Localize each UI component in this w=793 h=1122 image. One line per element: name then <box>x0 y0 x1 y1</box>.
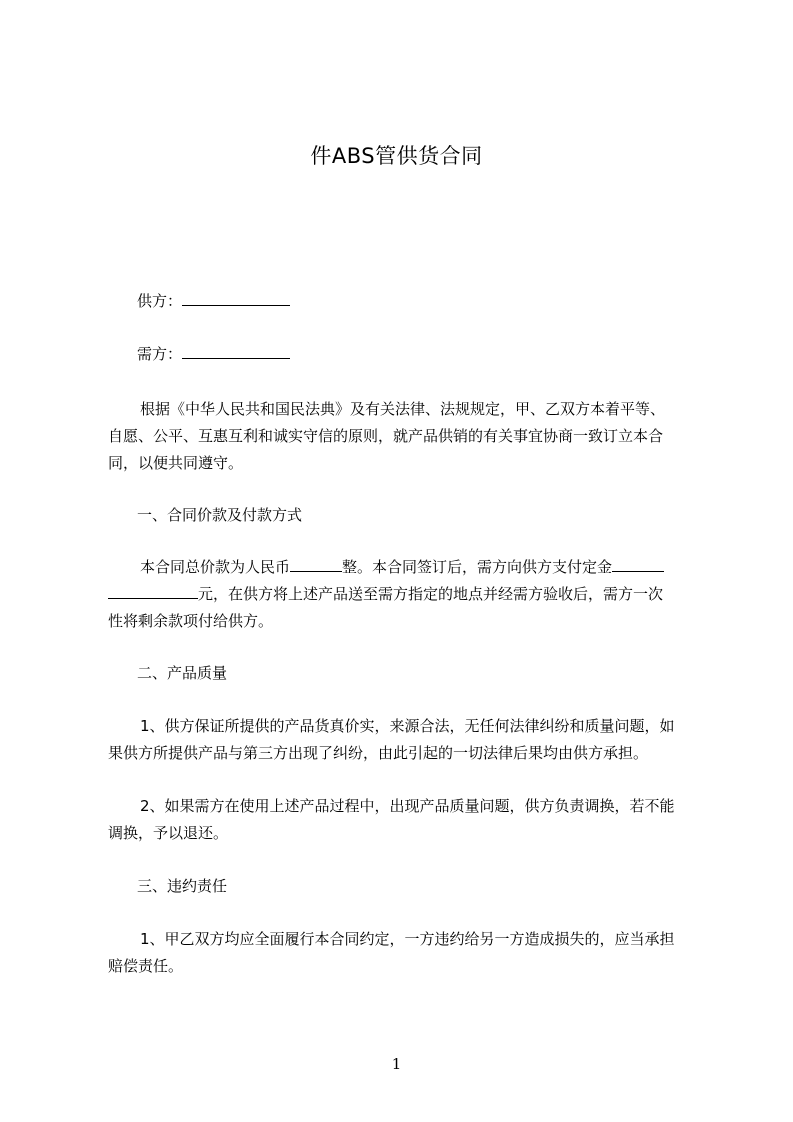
buyer-line <box>137 344 290 364</box>
section-1-line-1 <box>140 557 664 577</box>
supplier-line <box>137 291 290 311</box>
s1-text-b: 整。本合同签订后，需方向供方支付定金 <box>342 558 613 576</box>
s1-text-c: 元，在供方将上述产品送至需方指定的地点并经需方验收后，需方一次 <box>198 585 664 603</box>
section-1-heading: 一、合同价款及付款方式 <box>137 506 303 524</box>
deposit-blank-part-2 <box>108 584 198 599</box>
price-blank <box>290 557 342 572</box>
buyer-label: 需方： <box>137 345 183 363</box>
section-3-item-1-line-2: 赔偿责任。 <box>108 957 184 975</box>
section-2-item-1-line-2: 果供方所提供产品与第三方出现了纠纷，由此引起的一切法律后果均由供方承担。 <box>108 744 649 762</box>
intro-line-1: 根据《中华人民共和国民法典》及有关法律、法规规定，甲、乙双方本着平等、 <box>140 400 666 418</box>
deposit-blank-part-1 <box>612 557 664 572</box>
contract-title: 件ABS管供货合同 <box>310 144 483 168</box>
supplier-blank <box>182 291 290 306</box>
intro-line-3: 同，以便共同遵守。 <box>108 454 244 472</box>
section-2-item-2-line-2: 调换，予以退还。 <box>108 824 229 842</box>
intro-line-2: 自愿、公平、互惠互利和诚实守信的原则，就产品供销的有关事宜协商一致订立本合 <box>108 427 664 445</box>
page-number: 1 <box>391 1055 402 1073</box>
section-2-item-2-line-1: 2、如果需方在使用上述产品过程中，出现产品质量问题，供方负责调换，若不能 <box>140 797 675 815</box>
section-1-line-3: 性将剩余款项付给供方。 <box>108 612 274 630</box>
buyer-blank <box>182 344 290 359</box>
supplier-label: 供方： <box>137 292 183 310</box>
section-2-heading: 二、产品质量 <box>137 664 228 682</box>
section-3-heading: 三、违约责任 <box>137 877 228 895</box>
s1-text-a: 本合同总价款为人民币 <box>140 558 291 576</box>
section-3-item-1-line-1: 1、甲乙双方均应全面履行本合同约定，一方违约给另一方造成损失的，应当承担 <box>140 930 675 948</box>
section-2-item-1-line-1: 1、供方保证所提供的产品货真价实，来源合法，无任何法律纠纷和质量问题，如 <box>140 717 675 735</box>
section-1-line-2 <box>108 584 663 604</box>
